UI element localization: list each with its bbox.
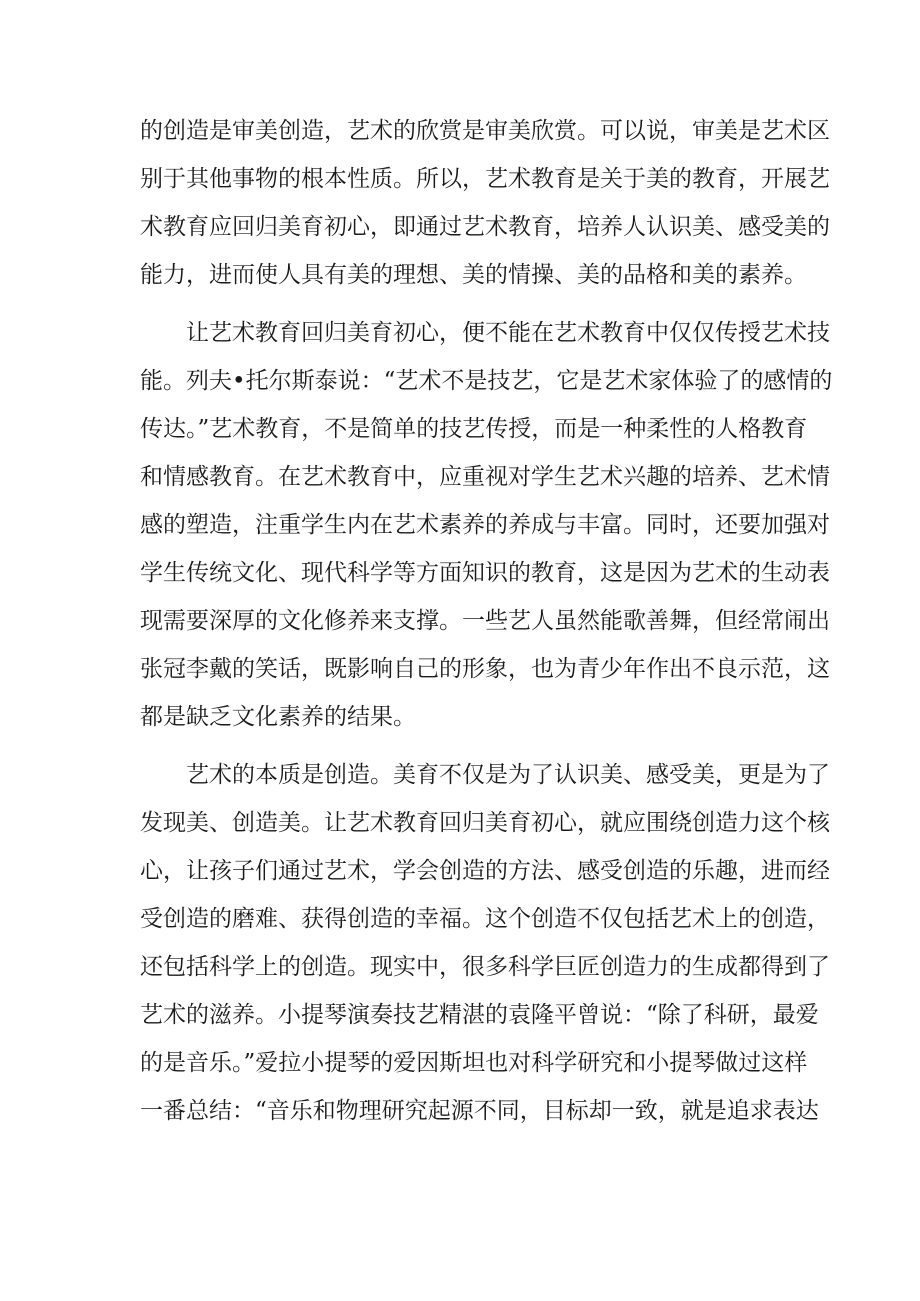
text-line: 能力，进而使人具有美的理想、美的情操、美的品格和美的素养。 [140, 262, 807, 288]
text-line: 张冠李戴的笑话，既影响自己的形象，也为青少年作出不良示范，这 [140, 656, 830, 682]
text-line: 艺术的本质是创造。美育不仅是为了认识美、感受美，更是为了 [186, 762, 830, 788]
text-line: 现需要深厚的文化修养来支撑。一些艺人虽然能歌善舞，但经常闹出 [140, 608, 830, 634]
text-line: 让艺术教育回归美育初心，便不能在艺术教育中仅仅传授艺术技 [186, 320, 830, 346]
text-line: 和情感教育。在艺术教育中，应重视对学生艺术兴趣的培养、艺术情 [140, 464, 830, 490]
paragraph-1 [140, 107, 830, 299]
text-line: 别于其他事物的根本性质。所以，艺术教育是关于美的教育，开展艺 [140, 166, 830, 192]
paragraph-3 [140, 751, 830, 1135]
text-line: 受创造的磨难、获得创造的幸福。这个创造不仅包括艺术上的创造， [140, 906, 830, 932]
text-line: 传达。”艺术教育，不是简单的技艺传授，而是一种柔性的人格教育 [140, 416, 808, 442]
text-line: 学生传统文化、现代科学等方面知识的教育，这是因为艺术的生动表 [140, 560, 830, 586]
text-line: 能。列夫•托尔斯泰说：“艺术不是技艺，它是艺术家体验了的感情的 [140, 368, 833, 394]
text-line: 感的塑造，注重学生内在艺术素养的养成与丰富。同时，还要加强对 [140, 512, 830, 538]
text-line: 的是音乐。”爱拉小提琴的爱因斯坦也对科学研究和小提琴做过这样 [140, 1050, 808, 1076]
text-line: 还包括科学上的创造。现实中，很多科学巨匠创造力的生成都得到了 [140, 954, 830, 980]
text-line: 术教育应回归美育初心，即通过艺术教育，培养人认识美、感受美的 [140, 214, 830, 240]
text-line: 心，让孩子们通过艺术，学会创造的方法、感受创造的乐趣，进而经 [140, 858, 830, 884]
text-line: 发现美、创造美。让艺术教育回归美育初心，就应围绕创造力这个核 [140, 810, 830, 836]
paragraph-2 [140, 309, 833, 741]
text-line: 艺术的滋养。小提琴演奏技艺精湛的袁隆平曾说：“除了科研，最爱 [140, 1002, 819, 1028]
text-line: 的创造是审美创造，艺术的欣赏是审美欣赏。可以说，审美是艺术区 [140, 118, 830, 144]
text-line: 都是缺乏文化素养的结果。 [140, 704, 416, 730]
text-line: 一番总结：“音乐和物理研究起源不同，目标却一致，就是追求表达 [140, 1098, 819, 1124]
